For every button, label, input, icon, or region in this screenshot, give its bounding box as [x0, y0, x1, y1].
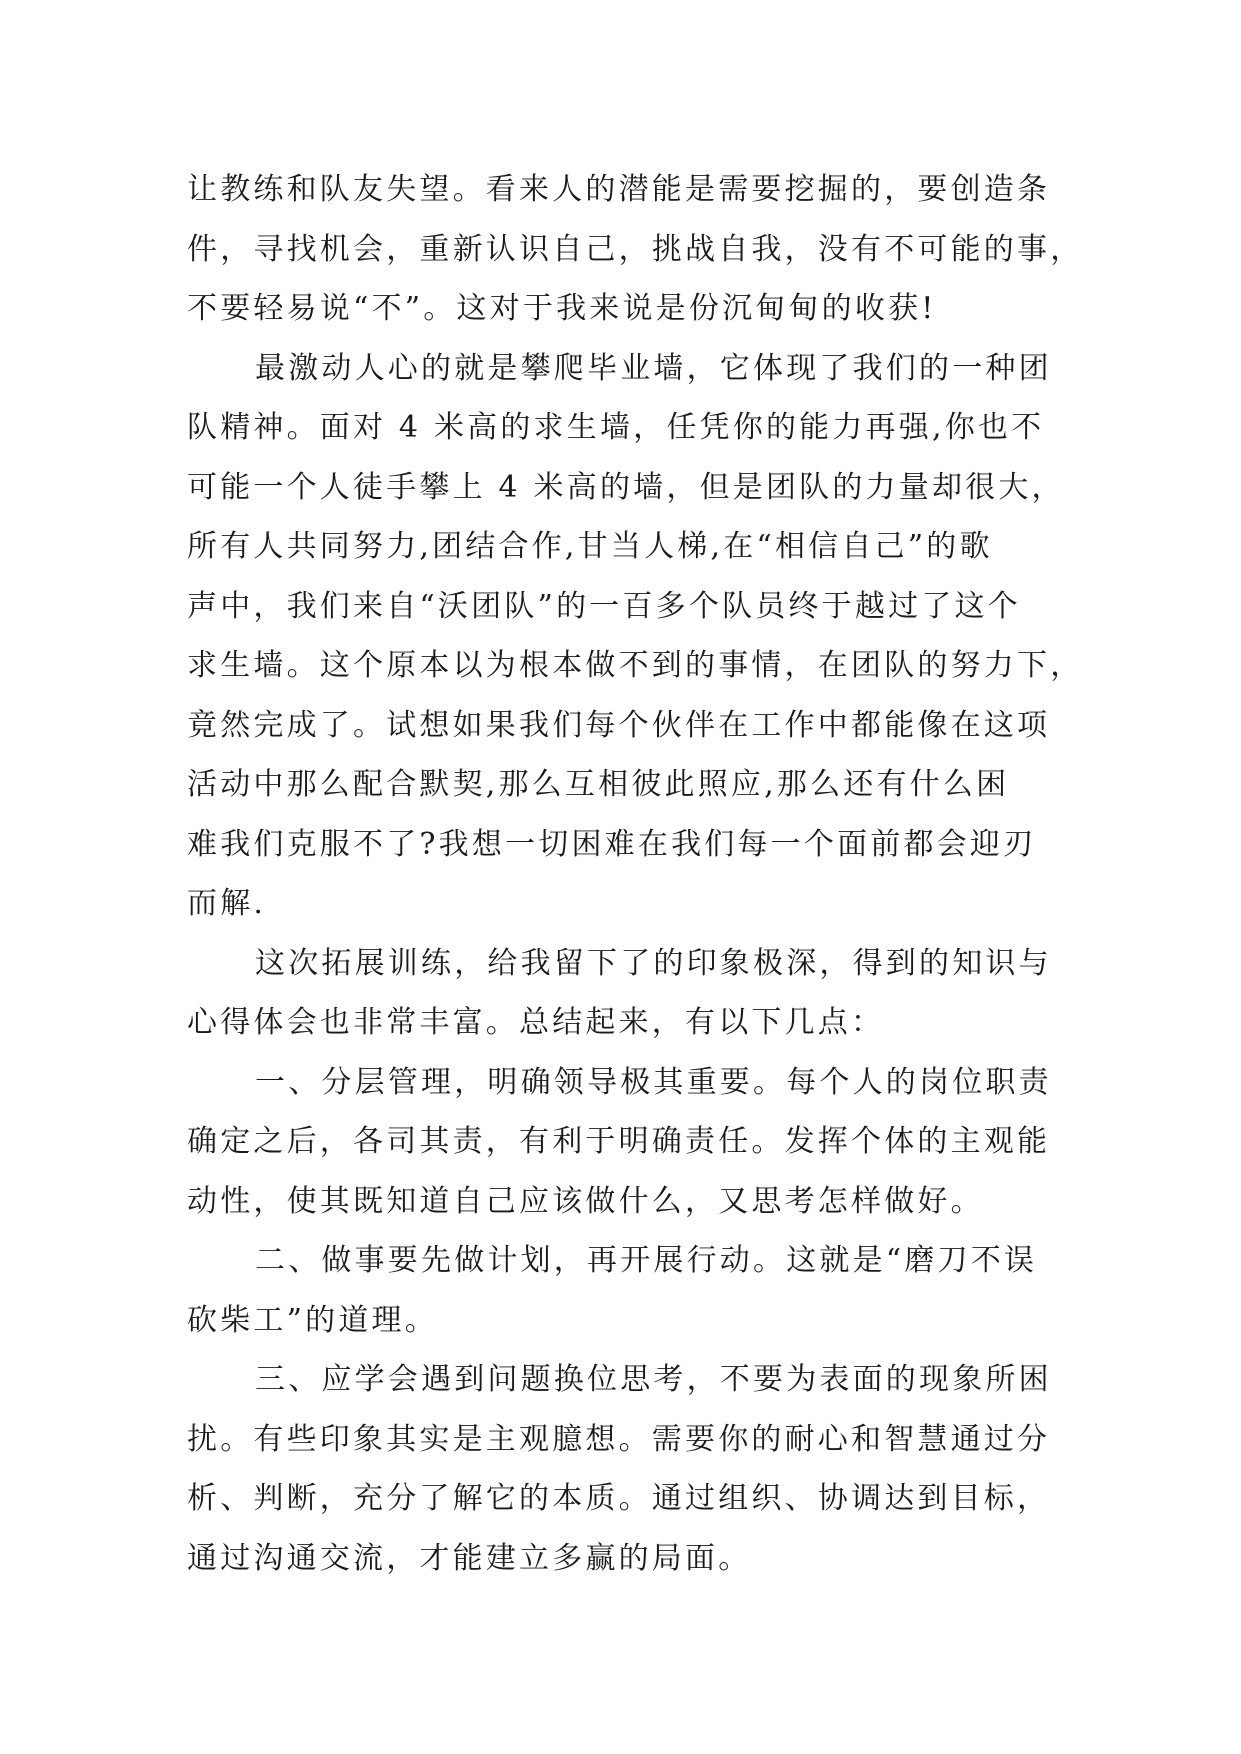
- text-line: 最激动人心的就是攀爬毕业墙，它体现了我们的一种团: [255, 350, 1052, 386]
- paragraph: [187, 1231, 1067, 1350]
- text-line: 件，寻找机会，重新认识自己，挑战自我，没有不可能的事，: [187, 231, 1084, 267]
- paragraph: [187, 1350, 1067, 1588]
- text-line: 三、应学会遇到问题换位思考，不要为表面的现象所困: [255, 1362, 1052, 1397]
- text-line: 析、判断，充分了解它的本质。通过组织、协调达到目标，: [187, 1481, 1051, 1516]
- text-line: 求生墙。这个原本以为根本做不到的事情，在团队的努力下，: [187, 648, 1084, 683]
- text-line: 二、做事要先做计划，再开展行动。这就是“磨刀不误: [255, 1243, 1038, 1278]
- document-body: [187, 160, 1084, 1588]
- text-line: 活动中那么配合默契,那么互相彼此照应,那么还有什么困: [187, 767, 1010, 802]
- text-line: 可能一个人徒手攀上 4 米高的墙，但是团队的力量却很大，: [187, 469, 1065, 505]
- text-line: 而解.: [187, 886, 267, 921]
- text-line: 这次拓展训练，给我留下了的印象极深，得到的知识与: [255, 945, 1052, 981]
- text-line: 通过沟通交流，才能建立多赢的局面。: [187, 1540, 752, 1576]
- text-line: 一、分层管理，明确领导极其重要。每个人的岗位职责: [255, 1064, 1052, 1100]
- text-line: 不要轻易说“不”。这对于我来说是份沉甸甸的收获!: [187, 291, 937, 326]
- text-line: 砍柴工”的道理。: [187, 1302, 438, 1338]
- text-line: 声中，我们来自“沃团队”的一百多个队员终于越过了这个: [187, 588, 1021, 624]
- paragraph: [187, 160, 1084, 339]
- text-line: 队精神。面对 4 米高的求生墙，任凭你的能力再强,你也不: [187, 410, 1045, 445]
- text-line: 让教练和队友失望。看来人的潜能是需要挖掘的，要创造条: [187, 172, 1051, 207]
- text-line: 竟然完成了。试想如果我们每个伙伴在工作中都能像在这项: [187, 707, 1051, 743]
- paragraph: [187, 1053, 1067, 1232]
- paragraph: [187, 339, 1084, 934]
- text-line: 难我们克服不了?我想一切困难在我们每一个面前都会迎刃: [187, 826, 1037, 862]
- text-line: 心得体会也非常丰富。总结起来，有以下几点：: [187, 1005, 885, 1040]
- paragraph: [187, 934, 1067, 1053]
- text-line: 扰。有些印象其实是主观臆想。需要你的耐心和智慧通过分: [187, 1421, 1051, 1457]
- text-line: 所有人共同努力,团结合作,甘当人梯,在“相信自己”的歌: [187, 529, 993, 564]
- text-line: 动性，使其既知道自己应该做什么，又思考怎样做好。: [187, 1183, 984, 1219]
- text-line: 确定之后，各司其责，有利于明确责任。发挥个体的主观能: [187, 1124, 1051, 1159]
